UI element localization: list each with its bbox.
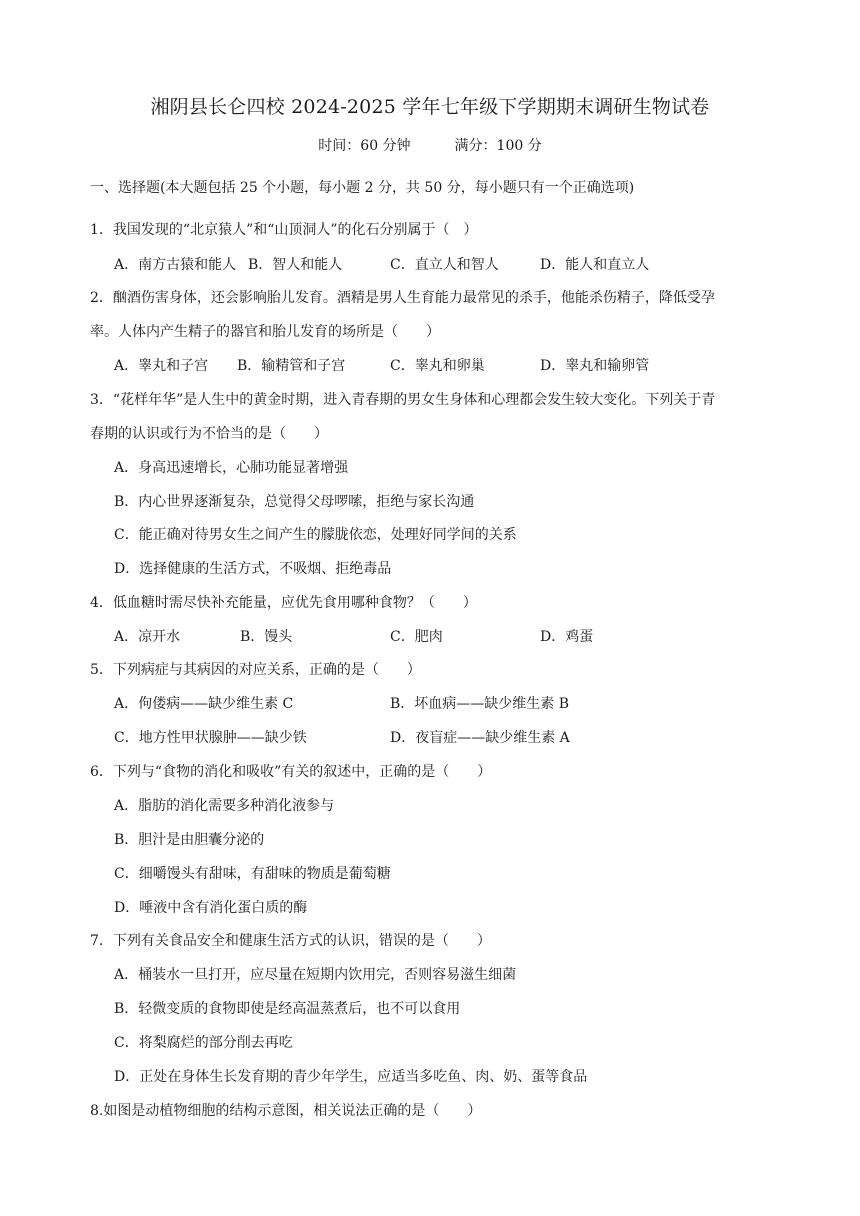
exam-time: 时间：60 分钟	[318, 138, 411, 154]
question-3-stem-line-1: 3．“花样年华”是人生中的黄金时期，进入青春期的男女生身体和心理都会发生较大变化。下列关于青	[90, 392, 716, 408]
question-3-option-a: A．身高迅速增长，心肺功能显著增强	[114, 460, 349, 476]
question-1-option-c: C．直立人和智人	[390, 257, 499, 273]
question-6-option-b: B．胆汁是由胆囊分泌的	[114, 832, 265, 848]
question-7-option-d: D．正处在身体生长发育期的青少年学生，应适当多吃鱼、肉、奶、蛋等食品	[114, 1069, 588, 1085]
question-3-stem-line-2: 春期的认识或行为不恰当的是（ ）	[90, 426, 328, 442]
question-2-stem-line-1: 2．酗酒伤害身体，还会影响胎儿发育。酒精是男人生育能力最常见的杀手，他能杀伤精子，降低受孕	[90, 290, 715, 306]
question-4-option-a: A．凉开水	[114, 629, 181, 645]
question-1-option-a: A．南方古猿和能人	[114, 257, 237, 273]
question-4-option-b: B．馒头	[240, 629, 293, 645]
question-7-option-a: A．桶装水一旦打开，应尽量在短期内饮用完，否则容易滋生细菌	[114, 967, 517, 983]
question-5-option-c: C．地方性甲状腺肿——缺少铁	[114, 730, 307, 746]
exam-score: 满分：100 分	[454, 138, 542, 154]
question-7-option-b: B．轻微变质的食物即使是经高温蒸煮后，也不可以食用	[114, 1001, 461, 1017]
question-6-option-d: D．唾液中含有消化蛋白质的酶	[114, 900, 308, 916]
question-3-option-d: D．选择健康的生活方式，不吸烟、拒绝毒品	[114, 561, 392, 577]
question-5-option-a: A．佝偻病——缺少维生素 C	[114, 696, 294, 712]
question-6-option-a: A．脂肪的消化需要多种消化液参与	[114, 798, 335, 814]
question-4-option-d: D．鸡蛋	[540, 629, 594, 645]
question-1-option-b: B．智人和能人	[248, 257, 343, 273]
question-3-option-c: C．能正确对待男女生之间产生的朦胧依恋，处理好同学间的关系	[114, 527, 517, 543]
question-5-option-b: B．坏血病——缺少维生素 B	[390, 696, 570, 712]
question-5-stem: 5．下列病症与其病因的对应关系，正确的是（ ）	[90, 662, 421, 678]
question-4-stem: 4．低血糖时需尽快补充能量，应优先食用哪种食物？（ ）	[90, 595, 477, 611]
exam-meta	[0, 136, 860, 156]
question-5-option-d: D．夜盲症——缺少维生素 A	[390, 730, 570, 746]
question-2-option-a: A．睾丸和子宫	[114, 358, 209, 374]
question-7-option-c: C．将梨腐烂的部分削去再吃	[114, 1035, 293, 1051]
question-6-option-c: C．细嚼馒头有甜味，有甜味的物质是葡萄糖	[114, 866, 391, 882]
question-2-stem-line-2: 率。人体内产生精子的器官和胎儿发育的场所是（ ）	[90, 324, 440, 340]
question-6-stem: 6．下列与“食物的消化和吸收”有关的叙述中，正确的是（ ）	[90, 764, 492, 780]
question-4-option-c: C．肥肉	[390, 629, 443, 645]
question-2-option-b: B．输精管和子宫	[237, 358, 346, 374]
question-2-option-d: D．睾丸和输卵管	[540, 358, 650, 374]
section-heading: 一、选择题(本大题包括 25 个小题，每小题 2 分，共 50 分，每小题只有一个正确选项)	[90, 180, 635, 196]
question-1-option-d: D．能人和直立人	[540, 257, 650, 273]
exam-title: 湘阴县长仑四校 2024-2025 学年七年级下学期期末调研生物试卷	[150, 96, 710, 118]
question-3-option-b: B．内心世界逐渐复杂，总觉得父母啰嗦，拒绝与家长沟通	[114, 494, 475, 510]
question-2-option-c: C．睾丸和卵巢	[390, 358, 485, 374]
question-7-stem: 7．下列有关食品安全和健康生活方式的认识，错误的是（ ）	[90, 933, 491, 949]
question-8-stem: 8.如图是动植物细胞的结构示意图，相关说法正确的是（ ）	[90, 1103, 482, 1119]
question-1-stem: 1．我国发现的“北京猿人”和“山顶洞人”的化石分别属于（ ）	[90, 222, 478, 238]
